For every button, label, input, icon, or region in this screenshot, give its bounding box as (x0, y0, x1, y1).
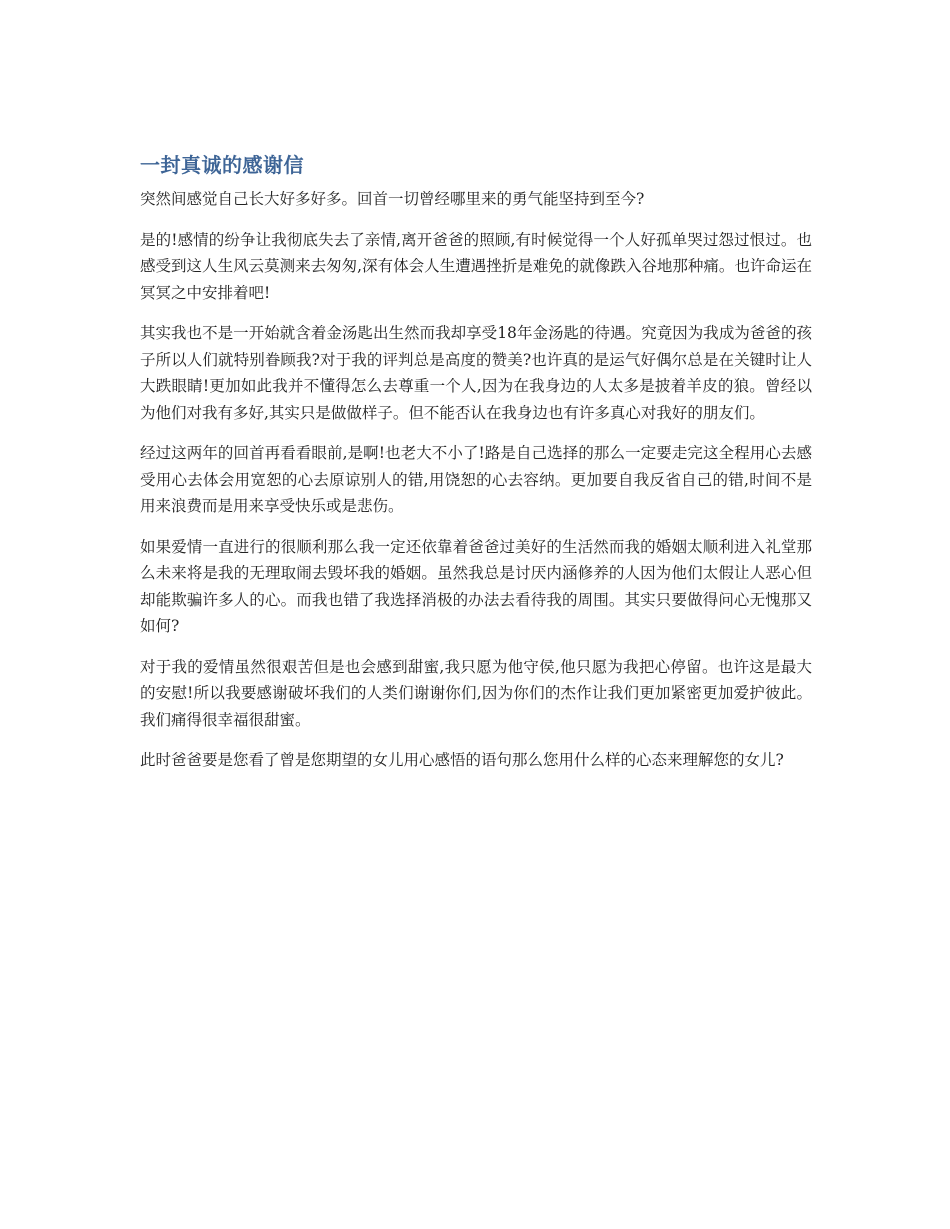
paragraph: 如果爱情一直进行的很顺利那么我一定还依靠着爸爸过美好的生活然而我的婚姻太顺利进入礼堂那么未来将是我的无理取闹去毁坏我的婚姻。虽然我总是讨厌内涵修养的人因为他们太假让人恶心但却能欺骗许多人的心。而我也错了我选择消极的办法去看待我的周围。其实只要做得问心无愧那又如何? (140, 537, 812, 635)
document-page (140, 150, 812, 788)
document-title: 一封真诚的感谢信 (140, 153, 304, 177)
paragraph: 突然间感觉自己长大好多好多。回首一切曾经哪里来的勇气能坚持到至今? (140, 190, 645, 208)
paragraph: 其实我也不是一开始就含着金汤匙出生然而我却享受18年金汤匙的待遇。究竟因为我成为爸爸的孩子所以人们就特别眷顾我?对于我的评判总是高度的赞美?也许真的是运气好偶尔总是在关键时让人大跌眼睛!更加如此我并不懂得怎么去尊重一个人,因为在我身边的人太多是披着羊皮的狼。曾经以为他们对我有多好,其实只是做做样子。但不能否认在我身边也有许多真心对我好的朋友们。 (140, 324, 812, 422)
paragraph: 此时爸爸要是您看了曾是您期望的女儿用心感悟的语句那么您用什么样的心态来理解您的女儿? (140, 751, 784, 769)
paragraph: 是的!感情的纷争让我彻底失去了亲情,离开爸爸的照顾,有时候觉得一个人好孤单哭过怨过恨过。也感受到这人生风云莫测来去匆匆,深有体会人生遭遇挫折是难免的就像跌入谷地那种痛。也许命运在冥冥之中安排着吧! (140, 230, 812, 302)
paragraph: 对于我的爱情虽然很艰苦但是也会感到甜蜜,我只愿为他守侯,他只愿为我把心停留。也许这是最大的安慰!所以我要感谢破坏我们的人类们谢谢你们,因为你们的杰作让我们更加紧密更加爱护彼此。我们痛得很幸福很甜蜜。 (140, 657, 812, 729)
paragraph: 经过这两年的回首再看看眼前,是啊!也老大不小了!路是自己选择的那么一定要走完这全程用心去感受用心去体会用宽恕的心去原谅别人的错,用饶恕的心去容纳。更加要自我反省自己的错,时间不是用来浪费而是用来享受快乐或是悲伤。 (140, 444, 812, 515)
